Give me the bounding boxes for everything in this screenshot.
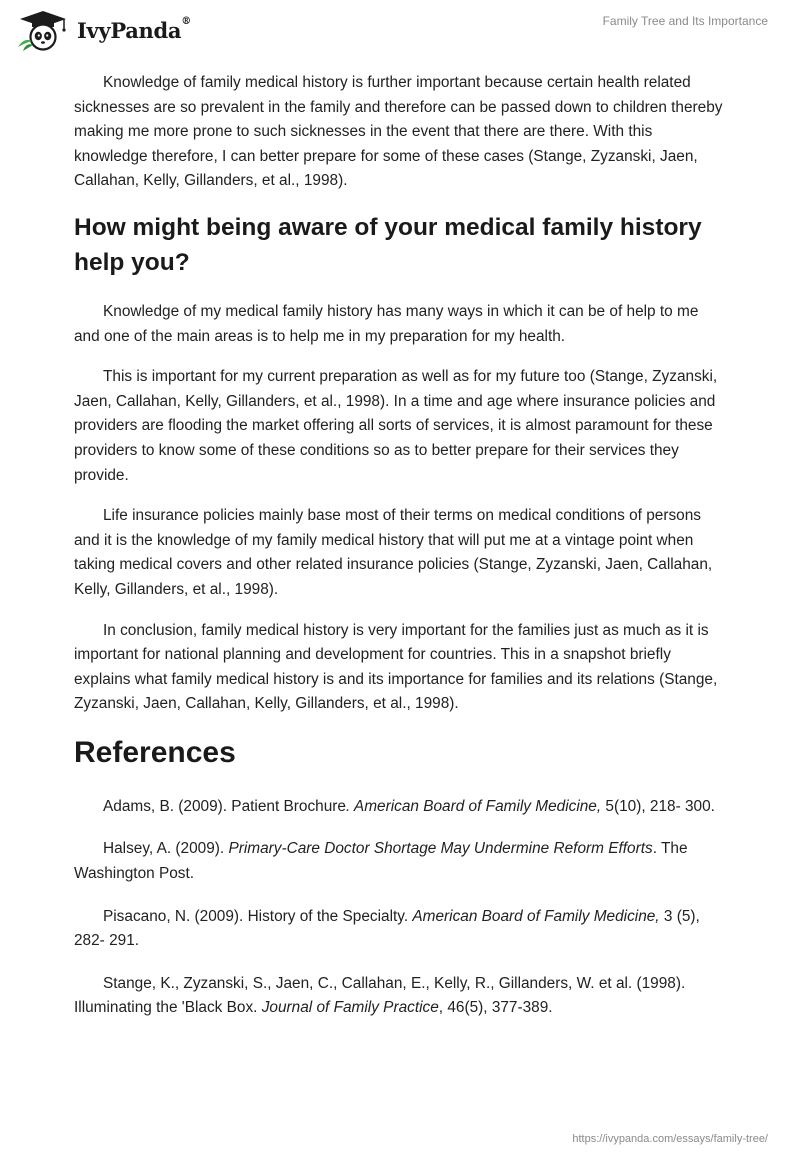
essay-content <box>74 71 726 1039</box>
reference-item: Stange, K., Zyzanski, S., Jaen, C., Callahan, E., Kelly, R., Gillanders, W. et al. (1998). Illuminating the 'Black Box. Journal of Family Practice, 46(5), 377-389. <box>74 974 686 1017</box>
paragraph: Life insurance policies mainly base most of their terms on medical conditions of persons and it is the knowledge of my family medical history that will put me at a vintage point when taking medical covers and other related insurance policies (Stange, Zyzanski, Jaen, Callahan, Kelly, Gillanders, et al., 1998). <box>74 507 713 598</box>
brand-name: IvyPanda® <box>77 15 191 43</box>
reference-item: Halsey, A. (2009). Primary-Care Doctor Shortage May Undermine Reform Efforts. The Washington Post. <box>74 840 688 883</box>
source-url[interactable]: https://ivypanda.com/essays/family-tree/ <box>572 1133 768 1145</box>
reference-item: Pisacano, N. (2009). History of the Specialty. American Board of Family Medicine, 3 (5), 282- 291. <box>74 907 700 950</box>
paragraph: In conclusion, family medical history is very important for the families just as much as it is important for national planning and development for countries. This in a snapshot briefly explains what family medical history is and its importance for families and its relations (Stange, Zyzanski, Jaen, Callahan, Kelly, Gillanders, et al., 1998). <box>74 621 718 713</box>
reference-item: Adams, B. (2009). Patient Brochure. American Board of Family Medicine, 5(10), 218- 300. <box>103 797 715 815</box>
section-heading: How might being aware of your medical family history help you? <box>74 213 702 276</box>
ivypanda-logo[interactable] <box>14 9 191 51</box>
document-title: Family Tree and Its Importance <box>602 14 768 28</box>
panda-graduate-icon <box>14 9 72 51</box>
paragraph: Knowledge of family medical history is further important because certain health related sicknesses are so prevalent in the family and therefore can be passed down to children thereby making me more prone to such sicknesses in the event that there are there. With this knowledge therefore, I can better prepare for some of these cases (Stange, Zyzanski, Jaen, Callahan, Kelly, Gillanders, et al., 1998). <box>74 74 723 190</box>
references-heading: References <box>74 735 236 769</box>
page-header <box>0 0 800 60</box>
paragraph: This is important for my current preparation as well as for my future too (Stange, Zyzanski, Jaen, Callahan, Kelly, Gillanders, et al., 1998). In a time and age where insurance policies and providers are flooding the market offering all sorts of services, it is almost paramount for these providers to know some of these conditions so as to better prepare for their services they provide. <box>74 368 718 484</box>
paragraph: Knowledge of my medical family history has many ways in which it can be of help to me and one of the main areas is to help me in my preparation for my health. <box>74 302 699 345</box>
